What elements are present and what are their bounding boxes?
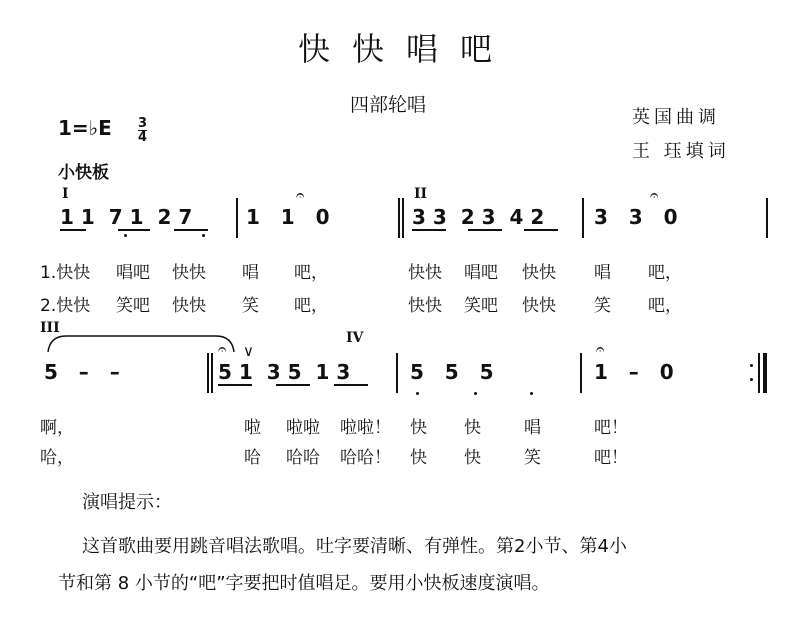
fermata-icon: 𝄐 [650,186,659,204]
lyric-verse2: 吧！ [594,448,628,468]
song-subtitle: 四部轮唱 [350,94,427,116]
low-octave-dot [124,234,127,237]
lyric-verse2: 哈哈！ [340,448,391,468]
barline [758,353,760,393]
measure-3: 3 3 2 3 4 2 [412,205,545,229]
slur-icon [46,330,236,354]
section-mark-4: IV [346,330,364,346]
beam [118,229,150,231]
beam [276,384,310,386]
lyric-verse2: 吧， [648,296,682,316]
lyric-verse2: 吧， [294,296,328,316]
lyric-verse2: 快快 [172,296,206,316]
measure-2: 1 1 0 [246,205,330,229]
lyric-verse2: 快 [464,448,481,468]
measure-7: 5 5 5 [410,360,494,384]
barline [398,198,400,238]
tips-line-1: 这首歌曲要用跳音唱法歌唱。吐字要清晰、有弹性。第2小节、第4小 [82,536,627,557]
lyric-verse2: 笑吧 [464,296,498,316]
beam [412,229,446,231]
beam [174,229,208,231]
lyric-verse2: 哈， [40,448,74,468]
song-title: 快快唱吧 [297,30,514,68]
beam [524,229,558,231]
lyric-verse2: 哈哈 [286,448,320,468]
staccato-dot [416,392,419,395]
staccato-dot [474,392,477,395]
lyric-verse1: 啦 [244,418,261,438]
lyric-verse1: 啊， [40,418,74,438]
breath-mark-icon: ∨ [243,342,254,360]
lyric-verse2: 哈 [244,448,261,468]
fermata-icon: 𝄐 [296,186,305,204]
beam [334,384,368,386]
lyric-verse1: 唱吧 [116,263,150,283]
measure-4: 3 3 0 [594,205,678,229]
beam [468,229,502,231]
lyric-verse1: 唱 [594,263,611,283]
section-mark-2: II [414,186,428,202]
lyric-verse2: 笑 [594,296,611,316]
tips-heading: 演唱提示： [82,492,172,513]
lyric-verse1: 啦啦 [286,418,320,438]
lyric-verse1: 啦啦！ [340,418,391,438]
beam [60,229,86,231]
staccato-dot [530,392,533,395]
low-octave-dot [202,234,205,237]
measure-5: 5 – – [44,360,120,384]
lyric-verse1: 唱吧 [464,263,498,283]
lyricist-credit: 王 珏填词 [632,141,730,162]
fermata-icon: 𝄐 [596,340,605,358]
lyric-verse1: 快 [464,418,481,438]
lyric-verse1: 吧！ [594,418,628,438]
barline [236,198,238,238]
time-signature-bottom: 4 [138,130,148,145]
section-mark-1: I [62,186,69,202]
repeat-dot [750,378,753,381]
time-signature [138,117,147,144]
beam [218,384,252,386]
lyric-verse1: 快快 [172,263,206,283]
measure-8: 1 – 0 [594,360,674,384]
final-barline [763,353,767,393]
lyric-verse1: 1.快快 [40,263,91,283]
lyric-verse2: 笑 [524,448,541,468]
measure-1: 1 1 7 1 2 7 [60,205,193,229]
lyric-verse1: 唱 [524,418,541,438]
lyric-verse1: 快快 [522,263,556,283]
lyric-verse2: 笑吧 [116,296,150,316]
key-signature: 1=♭E [58,116,112,140]
lyric-verse1: 快快 [408,263,442,283]
lyric-verse1: 唱 [242,263,259,283]
time-signature-top: 3 [138,116,148,131]
barline [207,353,209,393]
lyric-verse2: 快 [410,448,427,468]
lyric-verse1: 吧， [648,263,682,283]
lyric-verse2: 笑 [242,296,259,316]
lyric-verse1: 快 [410,418,427,438]
barline [766,198,768,238]
lyric-verse2: 快快 [408,296,442,316]
barline [396,353,398,393]
barline [580,353,582,393]
tips-line-2: 节和第 8 小节的“吧”字要把时值唱足。要用小快板速度演唱。 [58,573,550,594]
lyric-verse1: 吧， [294,263,328,283]
measure-6: 5 1 3 5 1 3 [218,360,351,384]
barline [582,198,584,238]
lyric-verse2: 快快 [522,296,556,316]
section-mark-3: III [40,320,60,336]
repeat-dot [750,364,753,367]
barline-repeat [211,353,213,393]
melody-credit: 英国曲调 [632,107,720,128]
barline-repeat [402,198,404,238]
fermata-icon: 𝄐 [218,340,227,358]
tempo-marking: 小快板 [58,163,109,183]
lyric-verse2: 2.快快 [40,296,91,316]
